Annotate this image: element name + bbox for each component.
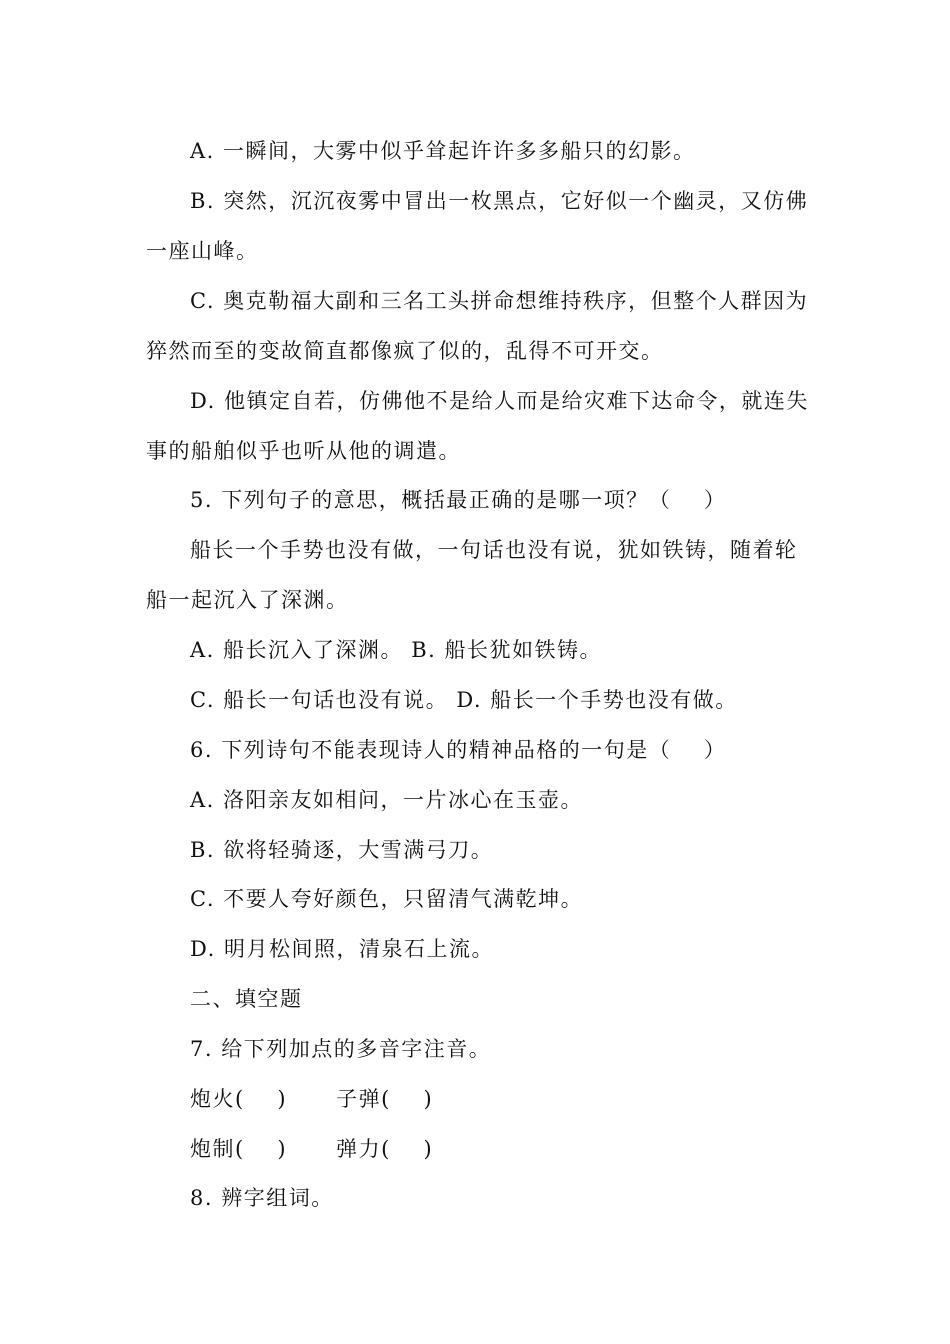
- option-a-text: A. 一瞬间，大雾中似乎耸起许许多多船只的幻影。: [190, 139, 696, 163]
- option-b-text: B. 突然，沉沉夜雾中冒出一枚黑点，它好似一个幽灵，又仿佛: [190, 189, 809, 213]
- question-7: 7. 给下列加点的多音字注音。: [190, 1037, 492, 1061]
- question-5: 5. 下列句子的意思，概括最正确的是哪一项？（ ）: [190, 488, 727, 512]
- option-c-continuation: 猝然而至的变故简直都像疯了似的，乱得不可开交。: [146, 339, 664, 363]
- question-5-quote: 船长一个手势也没有做，一句话也没有说，犹如铁铸，随着轮: [190, 538, 798, 562]
- question-8: 8. 辨字组词。: [190, 1186, 334, 1210]
- option-b-continuation: 一座山峰。: [146, 239, 259, 263]
- question-5-options-cd: C. 船长一句话也没有说。 D. 船长一个手势也没有做。: [190, 688, 738, 712]
- question-6-option-d: D. 明月松间照，清泉石上流。: [190, 937, 494, 961]
- section-heading-fill-in: 二、填空题: [190, 987, 303, 1011]
- question-6-option-a: A. 洛阳亲友如相问，一片冰心在玉壶。: [190, 788, 584, 812]
- option-d-text: D. 他镇定自若，仿佛他不是给人而是给灾难下达命令，就连失: [190, 389, 809, 413]
- question-7-row-1: 炮火( ) 子弹( ): [190, 1087, 434, 1111]
- question-5-options-ab: A. 船长沉入了深渊。 B. 船长犹如铁铸。: [190, 638, 602, 662]
- question-6-option-c: C. 不要人夸好颜色，只留清气满乾坤。: [190, 887, 584, 911]
- question-7-row-2: 炮制( ) 弹力( ): [190, 1137, 434, 1161]
- question-6-option-b: B. 欲将轻骑逐，大雪满弓刀。: [190, 838, 494, 862]
- question-6: 6. 下列诗句不能表现诗人的精神品格的一句是（ ）: [190, 738, 727, 762]
- option-d-continuation: 事的船舶似乎也听从他的调遣。: [146, 439, 461, 463]
- option-c-text: C. 奥克勒福大副和三名工头拼命想维持秩序，但整个人群因为: [190, 289, 809, 313]
- question-5-quote-continuation: 船一起沉入了深渊。: [146, 588, 349, 612]
